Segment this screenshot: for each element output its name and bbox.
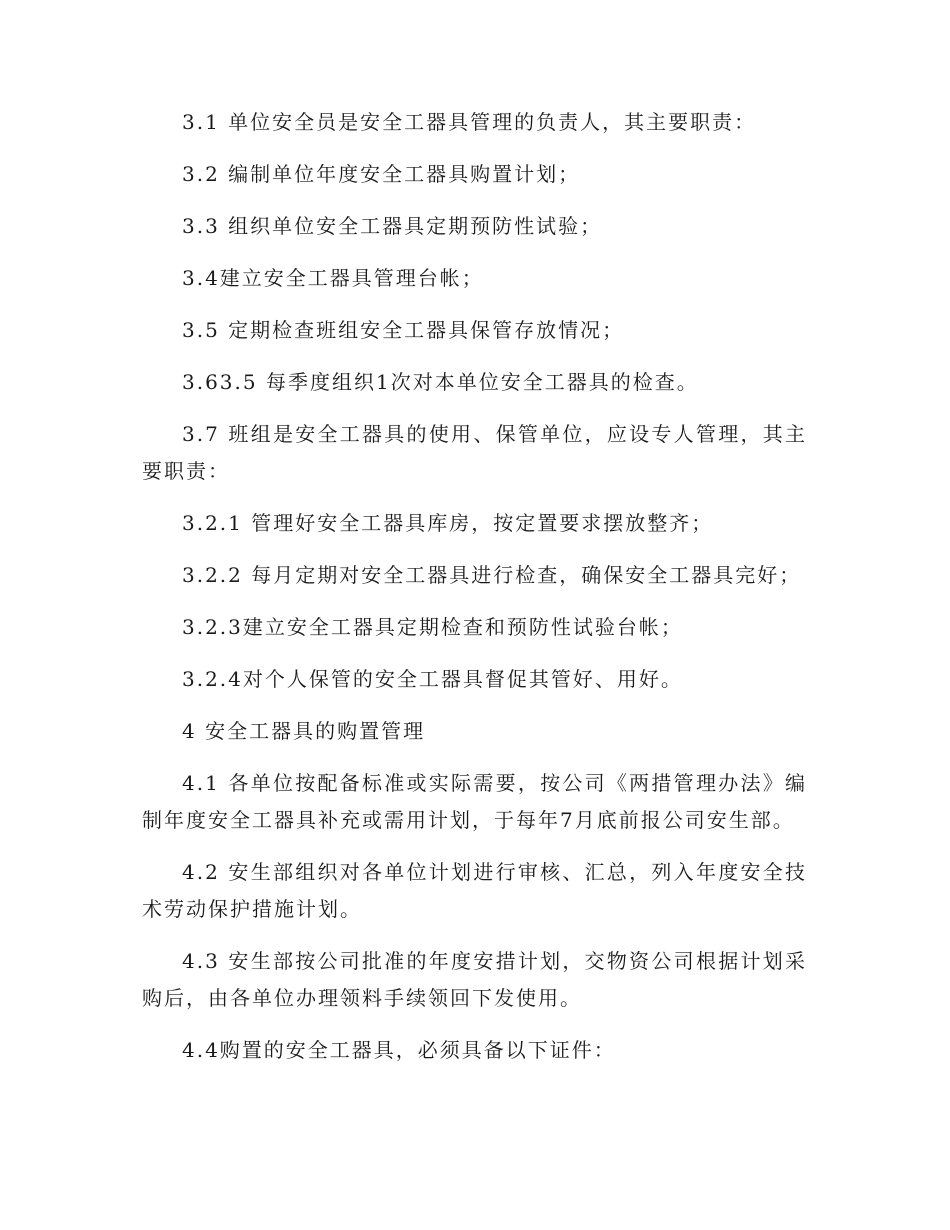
paragraph-3-2-3: 3.2.3建立安全工器具定期检查和预防性试验台帐； bbox=[182, 615, 683, 639]
paragraph-3-4: 3.4建立安全工器具管理台帐； bbox=[182, 266, 484, 290]
section-heading-4: 4 安全工器具的购置管理 bbox=[182, 719, 426, 743]
paragraph-4-4: 4.4购置的安全工器具，必须具备以下证件： bbox=[182, 1038, 616, 1062]
paragraph-3-2: 3.2 编制单位年度安全工器具购置计划； bbox=[182, 162, 581, 186]
paragraph-4-3: 4.3 安生部按公司批准的年度安措计划，交物资公司根据计划采购后，由各单位办理领料手续领回下发使用。 bbox=[142, 949, 807, 1010]
paragraph-3-2-2: 3.2.2 每月定期对安全工器具进行检查，确保安全工器具完好； bbox=[182, 563, 802, 587]
document-body bbox=[142, 104, 807, 1084]
paragraph-3-6: 3.63.5 每季度组织1次对本单位安全工器具的检查。 bbox=[182, 370, 699, 394]
paragraph-3-7: 3.7 班组是安全工器具的使用、保管单位，应设专人管理，其主要职责： bbox=[142, 422, 807, 483]
paragraph-3-2-4: 3.2.4对个人保管的安全工器具督促其管好、用好。 bbox=[182, 667, 683, 691]
paragraph-3-2-1: 3.2.1 管理好安全工器具库房，按定置要求摆放整齐； bbox=[182, 511, 714, 535]
paragraph-3-1: 3.1 单位安全员是安全工器具管理的负责人，其主要职责： bbox=[182, 110, 757, 134]
paragraph-3-5: 3.5 定期检查班组安全工器具保管存放情况； bbox=[182, 318, 625, 342]
paragraph-4-2: 4.2 安生部组织对各单位计划进行审核、汇总，列入年度安全技术劳动保护措施计划。 bbox=[142, 860, 807, 921]
paragraph-4-1: 4.1 各单位按配备标准或实际需要，按公司《两措管理办法》编制年度安全工器具补充或需用计划，于每年7月底前报公司安生部。 bbox=[142, 771, 807, 832]
paragraph-3-3: 3.3 组织单位安全工器具定期预防性试验； bbox=[182, 214, 603, 238]
